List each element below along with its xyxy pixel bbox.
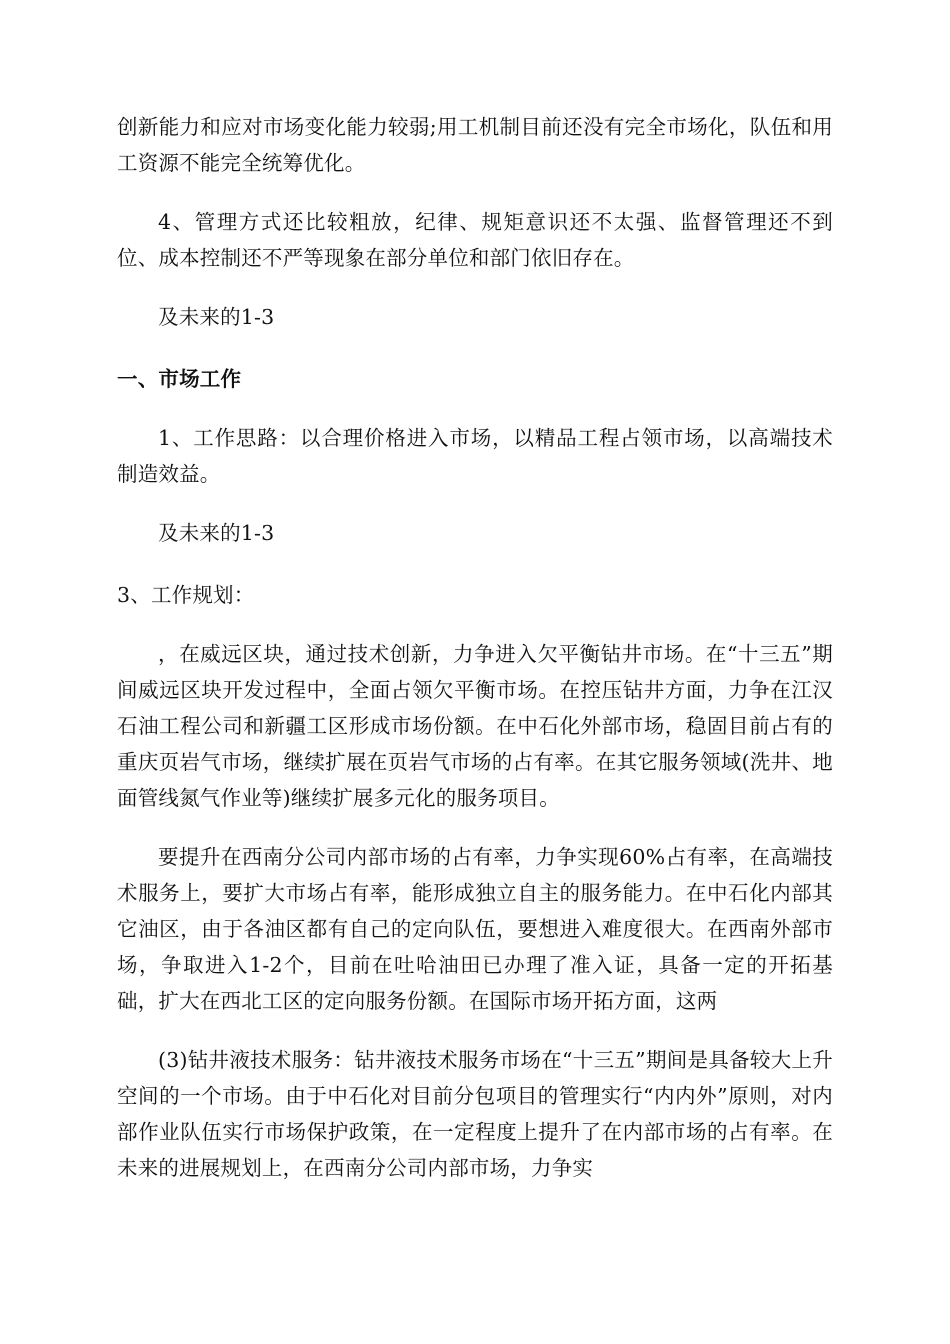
paragraph-3: 及未来的1-3 bbox=[158, 305, 275, 329]
document-body bbox=[117, 109, 833, 1186]
paragraph-9: 要提升在西南分公司内部市场的占有率，力争实现60%占有率，在高端技术服务上，要扩大市场占有率，能形成独立自主的服务能力。在中石化内部其它油区，由于各油区都有自己的定向队伍，要想进入难度很大。在西南外部市场，争取进入1-2个，目前在吐哈油田已办理了准入证，具备一定的开拓基础，扩大在西北工区的定向服务份额。在国际市场开拓方面，这两 bbox=[117, 845, 833, 1013]
paragraph-8: ，在威远区块，通过技术创新，力争进入欠平衡钻井市场。在“十三五”期间威远区块开发过程中，全面占领欠平衡市场。在控压钻井方面，力争在江汉石油工程公司和新疆工区形成市场份额。在中石化外部市场，稳固目前占有的重庆页岩气市场，继续扩展在页岩气市场的占有率。在其它服务领域(洗井、地面管线氮气作业等)继续扩展多元化的服务项目。 bbox=[117, 642, 833, 810]
subheading-work-plan: 3、工作规划： bbox=[117, 583, 255, 607]
paragraph-5: 1、工作思路：以合理价格进入市场，以精品工程占领市场，以高端技术制造效益。 bbox=[117, 426, 833, 486]
paragraph-10: (3)钻井液技术服务：钻井液技术服务市场在“十三五”期间是具备较大上升空间的一个市场。由于中石化对目前分包项目的管理实行“内内外”原则，对内部作业队伍实行市场保护政策，在一定程度上提升了在内部市场的占有率。在未来的进展规划上，在西南分公司内部市场，力争实 bbox=[117, 1048, 833, 1180]
paragraph-6: 及未来的1-3 bbox=[158, 521, 275, 545]
paragraph-1: 创新能力和应对市场变化能力较弱;用工机制目前还没有完全市场化，队伍和用工资源不能完全统筹优化。 bbox=[117, 115, 833, 175]
section-heading-market: 一、市场工作 bbox=[117, 367, 242, 391]
paragraph-2: 4、管理方式还比较粗放，纪律、规矩意识还不太强、监督管理还不到位、成本控制还不严等现象在部分单位和部门依旧存在。 bbox=[117, 210, 833, 270]
